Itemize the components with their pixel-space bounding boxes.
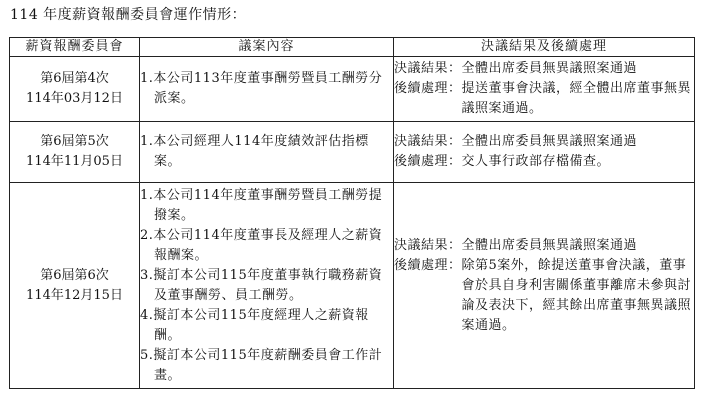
session-date: 114年11月05日	[26, 154, 123, 169]
proposal-item: 3.擬訂本公司115年度董事執行職務薪資及董事酬勞、員工酬勞。	[140, 267, 383, 303]
page-title: 114 年度薪資報酬委員會運作情形：	[10, 7, 247, 23]
resolution-cell	[394, 57, 695, 122]
header-committee: 薪資報酬委員會	[10, 38, 140, 57]
session-number: 第6屆第6次	[40, 267, 109, 283]
resolution-cell	[394, 183, 695, 389]
header-resolution: 決議結果及後續處理	[394, 38, 695, 57]
resolution-label: 決議結果：	[394, 134, 462, 149]
resolution-text: 全體出席委員無異議照案通過	[461, 61, 638, 76]
session-date: 114年03月12日	[26, 91, 123, 106]
proposal-item: 4.擬訂本公司115年度經理人之薪資報酬。	[140, 307, 369, 343]
table-row	[10, 57, 695, 122]
resolution-cell	[394, 122, 695, 183]
resolution-text: 全體出席委員無異議照案通過	[461, 134, 638, 149]
table-row	[10, 183, 695, 389]
follow-up-line	[394, 256, 694, 336]
resolution-line	[394, 59, 694, 79]
committee-minutes-table	[9, 37, 695, 389]
resolution-label: 決議結果：	[394, 61, 462, 76]
session-cell	[10, 183, 140, 389]
header-proposals: 議案內容	[140, 38, 394, 57]
proposals-cell	[140, 122, 394, 183]
proposal-item: 1.本公司114年度董事酬勞暨員工酬勞提撥案。	[140, 187, 383, 223]
follow-up-label: 後續處理：	[394, 257, 462, 273]
resolution-line	[394, 132, 694, 152]
resolution-label: 決議結果：	[394, 237, 462, 253]
follow-up-label: 後續處理：	[394, 154, 462, 169]
session-number: 第6屆第4次	[40, 71, 109, 86]
proposal-item: 5.擬訂本公司115年度薪酬委員會工作計畫。	[140, 347, 383, 383]
table-header-row	[10, 38, 695, 57]
resolution-line	[394, 236, 694, 256]
proposal-item: 2.本公司114年度董事長及經理人之薪資報酬案。	[140, 227, 383, 263]
follow-up-line	[394, 152, 694, 172]
session-date: 114年12月15日	[26, 287, 123, 303]
proposals-cell	[140, 183, 394, 389]
table-row	[10, 122, 695, 183]
follow-up-label: 後續處理：	[394, 81, 462, 96]
session-number: 第6屆第5次	[40, 134, 109, 149]
follow-up-line	[394, 79, 694, 119]
follow-up-text: 交人事行政部存檔備查。	[461, 154, 611, 169]
resolution-text: 全體出席委員無異議照案通過	[461, 237, 638, 253]
proposals-cell	[140, 57, 394, 122]
follow-up-text: 提送董事會決議，經全體出席董事無異議照案通過。	[461, 81, 692, 116]
proposal-item: 1.本公司113年度董事酬勞暨員工酬勞分派案。	[140, 71, 383, 106]
session-cell	[10, 122, 140, 183]
follow-up-text: 除第5案外，餘提送董事會決議，董事會於具自身利害關係董事離席未參與討論及表決下，經其餘出席董事無異議照案通過。	[461, 257, 692, 333]
session-cell	[10, 57, 140, 122]
proposal-item: 1.本公司經理人114年度績效評估指標案。	[140, 134, 369, 169]
